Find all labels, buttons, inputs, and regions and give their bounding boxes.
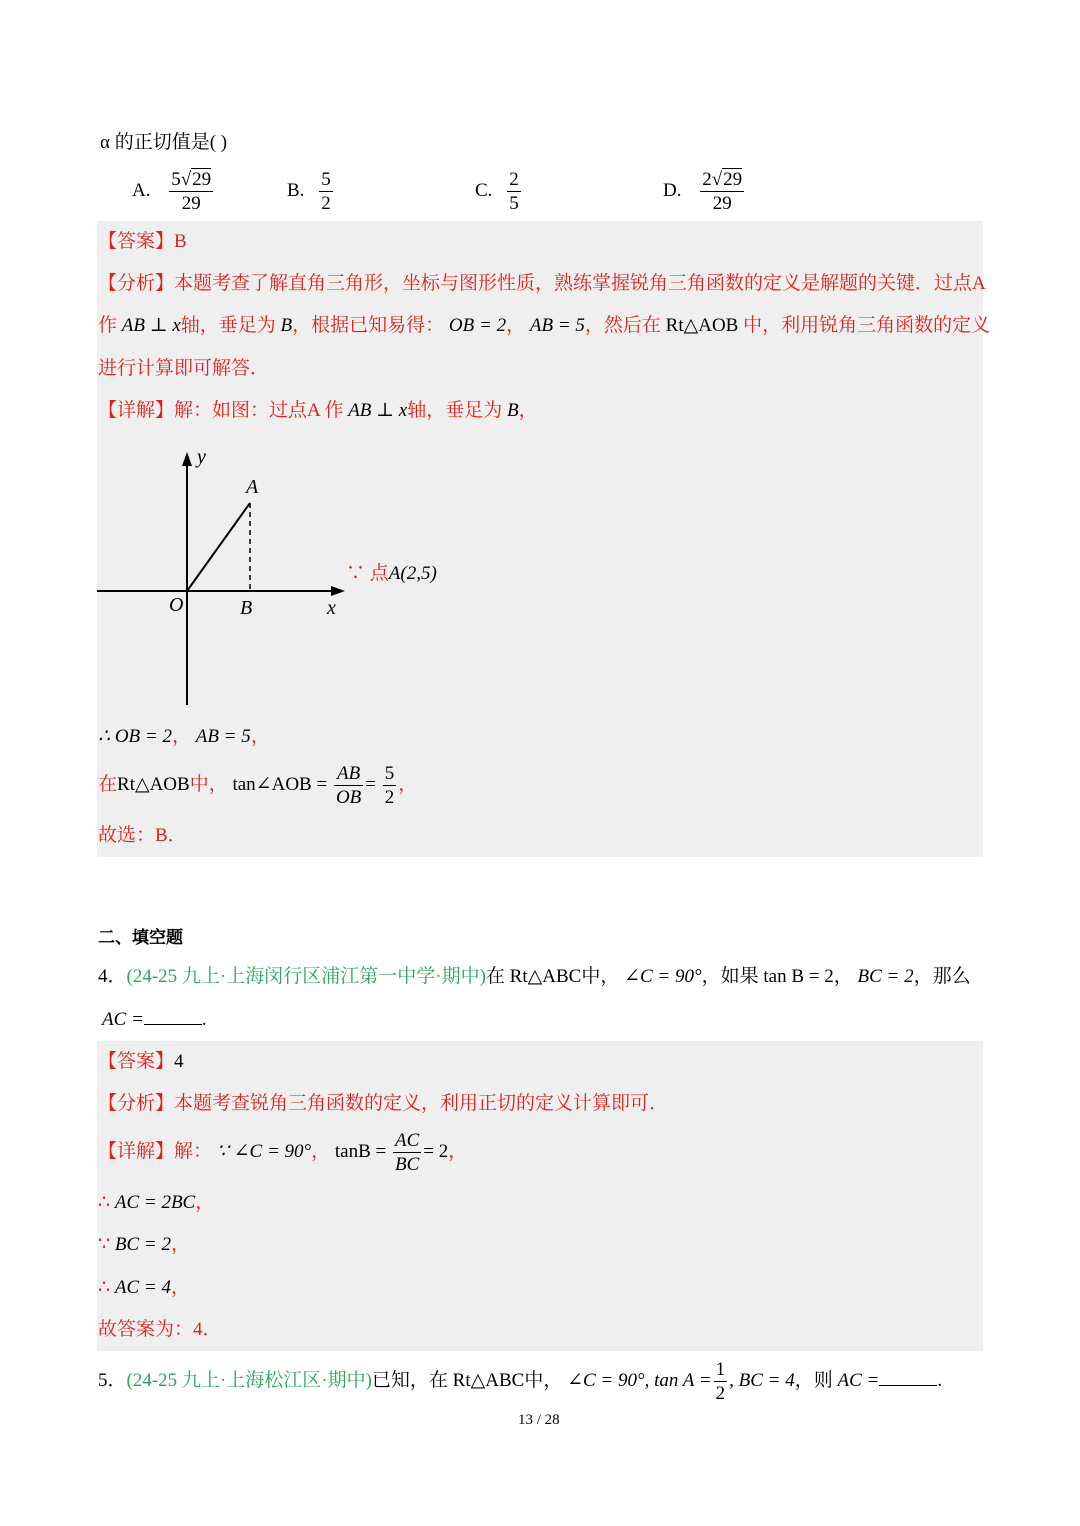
section-heading: 二、填空题	[98, 928, 183, 948]
point-a-statement: ∵ 点A(2,5)	[346, 563, 437, 584]
q4-step-1: ∴ AC = 2BC，	[98, 1192, 215, 1213]
q3-choose: 故选：B．	[98, 825, 187, 846]
q3-analysis-line3: 进行计算即可解答．	[98, 358, 270, 379]
q4-analysis: 【分析】本题考查锐角三角函数的定义，利用正切的定义计算即可．	[98, 1093, 669, 1114]
q3-analysis-line1: 【分析】本题考查了解直角三角形，坐标与图形性质，熟练掌握锐角三角函数的定义是解题的关键．过点A	[98, 273, 986, 294]
option-c: C. $\frac{2}{5}$	[475, 169, 519, 214]
q5-answer-blank[interactable]	[879, 1369, 937, 1386]
q3-stem: α 的正切值是( )	[100, 132, 228, 153]
label-b: B	[240, 597, 253, 619]
q4-solution-box	[97, 1041, 983, 1351]
coordinate-figure	[97, 440, 357, 712]
label-x: x	[327, 597, 336, 619]
q3-detail: 【详解】解：如图：过点A 作 AB ⊥ x轴，垂足为 B，	[98, 400, 538, 421]
q4-answer: 【答案】4	[98, 1051, 184, 1072]
label-y: y	[197, 446, 206, 468]
y-axis-arrow	[182, 452, 192, 466]
option-b: B. $\frac{5}{2}$	[287, 169, 331, 214]
q4-detail: 【详解】解： ∵ ∠C = 90°， tanB = $\frac{AC}{BC}$ = 2，	[98, 1130, 468, 1175]
q4-step-3: ∴ AC = 4，	[98, 1277, 190, 1298]
q4-stem: 4．(24-25 九上·上海闵行区浦江第一中学·期中)在 Rt△ABC中， ∠C = 90°，如果 tan B = 2， BC = 2，那么	[98, 966, 971, 987]
q3-therefore: ∴ OB = 2， AB = 5，	[98, 726, 270, 747]
segment-oa	[187, 503, 250, 591]
q3-analysis-line2: 作 AB ⊥ x轴，垂足为 B，根据已知易得： OB = 2， AB = 5，然后在 Rt△AOB 中，利用锐角三角函数的定义	[98, 315, 991, 336]
x-axis-arrow	[331, 586, 345, 596]
label-o: O	[169, 594, 184, 616]
q4-answer-blank[interactable]	[144, 1008, 202, 1025]
label-a: A	[246, 476, 259, 498]
option-a: A. $\frac{5√29}{29}$	[132, 169, 212, 214]
q3-answer: 【答案】B	[98, 231, 187, 252]
q5-stem: 5．(24-25 九上·上海松江区·期中)已知，在 Rt△ABC中， ∠C = 90°, tan A = $\frac{1}{2}$ , BC = 4，则 AC = .	[98, 1359, 943, 1404]
page-number: 13 / 28	[518, 1412, 560, 1428]
option-d: D. $\frac{2√29}{29}$	[663, 169, 743, 214]
q3-tan-line: 在Rt△AOB中， tan∠AOB = $\frac{AB}{OB}$ = $\frac{5}{2}$ ，	[98, 763, 418, 808]
q4-stem-line2: AC = .	[102, 1009, 207, 1030]
q4-final: 故答案为：4．	[98, 1319, 222, 1340]
q4-step-2: ∵ BC = 2，	[98, 1234, 190, 1255]
